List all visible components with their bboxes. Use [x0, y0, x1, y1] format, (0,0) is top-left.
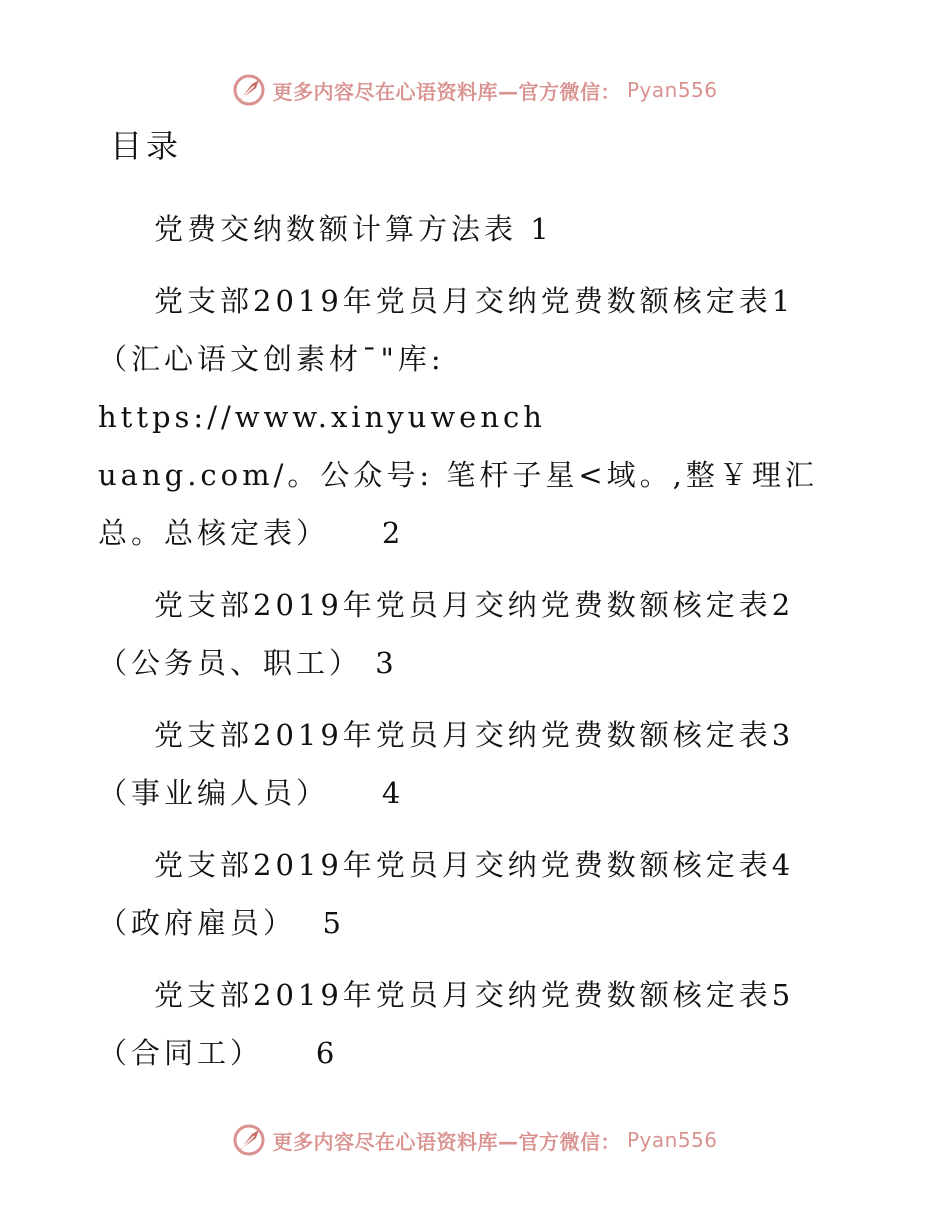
watermark-banner-bottom [0, 1120, 950, 1160]
toc-entry-line: 党支部2019年党员月交纳党费数额核定表4 [154, 848, 795, 882]
toc-entry[interactable] [98, 200, 858, 258]
toc-page-number: 3 [375, 646, 398, 680]
quill-logo-icon [232, 73, 266, 107]
toc-entry[interactable] [98, 836, 858, 952]
toc-title: 目录 [110, 127, 183, 165]
toc-page-number: 5 [322, 906, 345, 940]
watermark-text: 更多内容尽在心语资料库—官方微信： [272, 79, 621, 104]
toc-entry[interactable] [98, 272, 858, 562]
toc-entry-line: （事业编人员） 4 [98, 764, 858, 822]
table-of-contents [98, 122, 858, 1096]
toc-entry-line: 党费交纳数额计算方法表 1 [98, 200, 858, 258]
watermark-banner-top [0, 70, 950, 110]
toc-entry[interactable] [98, 706, 858, 822]
watermark-text: 更多内容尽在心语资料库—官方微信： [272, 1129, 621, 1154]
toc-entry-line: 党支部2019年党员月交纳党费数额核定表5 [154, 978, 795, 1012]
watermark-wechat-id: Pyan556 [626, 1128, 718, 1152]
toc-entry-line: （汇心语文创素材¯"库: https://www.xinyuwench [98, 342, 546, 434]
toc-entry-line: （公务员、职工） 3 [98, 634, 858, 692]
watermark-wechat-id: Pyan556 [626, 78, 718, 102]
toc-entry-line: （合同工） 6 [98, 1024, 858, 1082]
toc-entry-line: uang.com/。公众号: 笔杆子星<域。,整￥理汇 [98, 458, 818, 492]
toc-entry-line: 党支部2019年党员月交纳党费数额核定表2 [154, 588, 795, 622]
toc-page-number: 4 [381, 776, 405, 810]
toc-entry-line: 党支部2019年党员月交纳党费数额核定表3 [154, 718, 795, 752]
toc-page-number: 2 [381, 516, 405, 550]
toc-entry-line: 党支部2019年党员月交纳党费数额核定表1 [154, 284, 795, 318]
toc-entry-line: （政府雇员） 5 [98, 894, 858, 952]
toc-entry[interactable] [98, 966, 858, 1082]
toc-entry[interactable] [98, 576, 858, 692]
toc-entry-line: 总。总核定表） 2 [98, 504, 858, 562]
toc-page-number: 6 [315, 1036, 339, 1070]
quill-logo-icon [232, 1123, 266, 1157]
toc-page-number: 1 [530, 212, 553, 246]
